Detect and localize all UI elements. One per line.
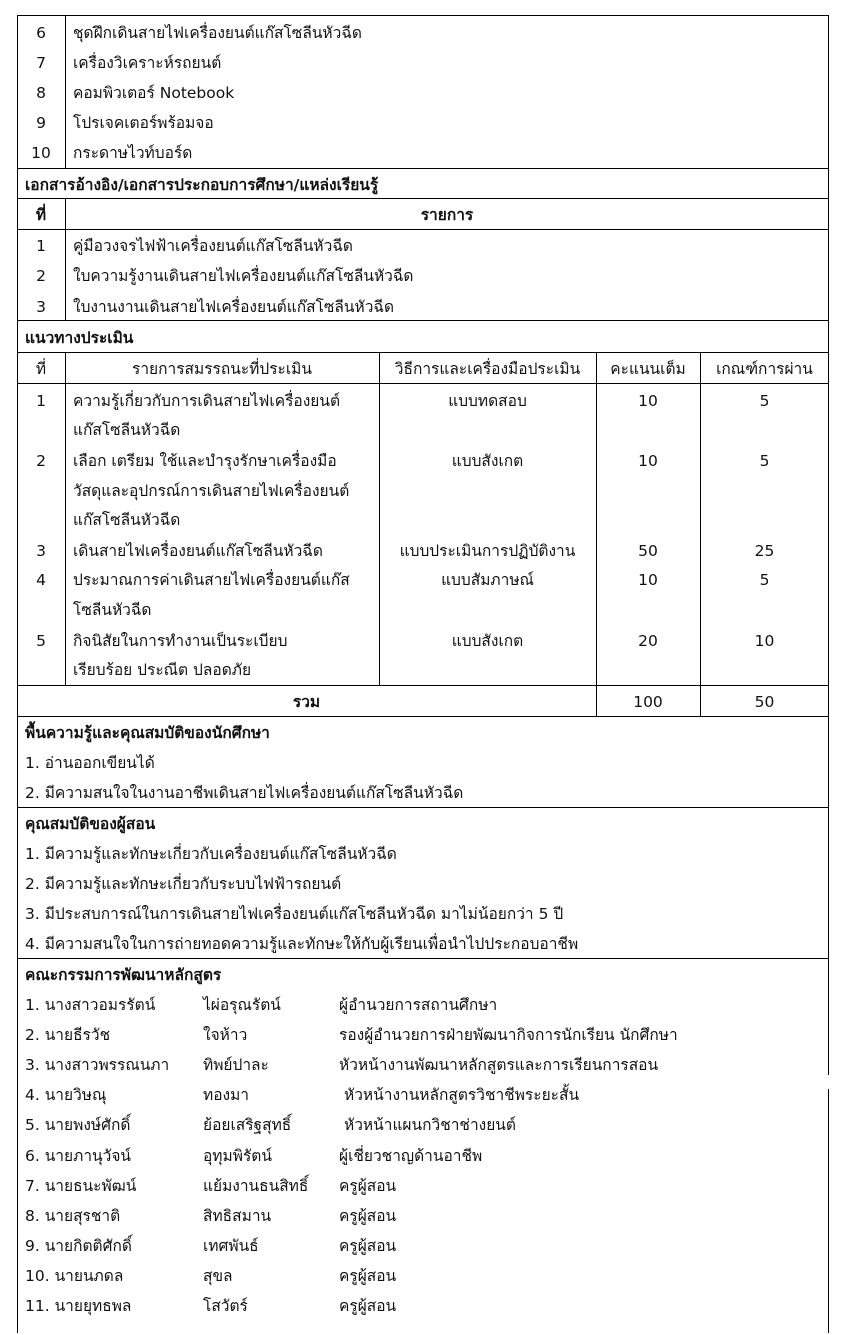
divider-committee-top bbox=[17, 958, 829, 959]
committee-member-role: ครูผู้สอน bbox=[339, 1237, 397, 1255]
assessment-row-full: 10 bbox=[638, 452, 658, 470]
committee-member-surname: ย้อยเสริฐสุทธิ์ bbox=[203, 1116, 292, 1134]
assessment-row-text: เลือก เตรียม ใช้และบำรุงรักษาเครื่องมือ bbox=[73, 452, 337, 470]
assessment-header: เกณฑ์การผ่าน bbox=[716, 360, 813, 378]
assessment-header: วิธีการและเครื่องมือประเมิน bbox=[394, 360, 581, 378]
committee-member-name: 11. นายยุทธพล bbox=[25, 1297, 132, 1315]
table-border-right-lower bbox=[828, 1089, 829, 1333]
teacher-item: 3. มีประสบการณ์ในการเดินสายไฟเครื่องยนต์แก๊สโซลีนหัวฉีด มาไม่น้อยกว่า 5 ปี bbox=[25, 905, 564, 923]
teacher-title: คุณสมบัติของผู้สอน bbox=[25, 815, 156, 833]
committee-member-name: 3. นางสาวพรรณนภา bbox=[25, 1056, 170, 1074]
assessment-header: รายการสมรรถนะที่ประเมิน bbox=[132, 360, 312, 378]
assessment-row-full: 20 bbox=[638, 632, 658, 650]
assessment-row-pass: 5 bbox=[759, 452, 770, 470]
committee-member-name: 2. นายธีรวัช bbox=[25, 1026, 111, 1044]
reference-name: ใบงานงานเดินสายไฟเครื่องยนต์แก๊สโซลีนหัวฉีด bbox=[73, 298, 395, 316]
assessment-total-pass: 50 bbox=[754, 693, 775, 711]
divider-references-header-top bbox=[17, 198, 829, 199]
assessment-col-divider-1 bbox=[65, 352, 66, 685]
committee-member-surname: ทองมา bbox=[203, 1086, 250, 1104]
assessment-row-method: แบบสังเกต bbox=[451, 452, 524, 470]
equipment-no: 8 bbox=[36, 84, 46, 102]
assessment-row-text: วัสดุและอุปกรณ์การเดินสายไฟเครื่องยนต์ bbox=[73, 482, 350, 500]
assessment-col-divider-3 bbox=[596, 352, 597, 716]
committee-member-name: 4. นายวิษณุ bbox=[25, 1086, 107, 1104]
assessment-title: แนวทางประเมิน bbox=[25, 329, 134, 347]
committee-member-role: ครูผู้สอน bbox=[339, 1207, 397, 1225]
reference-no: 2 bbox=[36, 267, 46, 285]
references-col-divider bbox=[65, 198, 66, 320]
assessment-row-text: ความรู้เกี่ยวกับการเดินสายไฟเครื่องยนต์ bbox=[73, 392, 341, 410]
committee-member-role: ครูผู้สอน bbox=[339, 1267, 397, 1285]
assessment-row-text: แก๊สโซลีนหัวฉีด bbox=[73, 421, 181, 439]
table-border-top bbox=[17, 15, 829, 16]
assessment-total-full: 100 bbox=[633, 693, 663, 711]
divider-student-top bbox=[17, 716, 829, 717]
student-item: 2. มีความสนใจในงานอาชีพเดินสายไฟเครื่องยนต์แก๊สโซลีนหัวฉีด bbox=[25, 784, 464, 802]
committee-member-name: 5. นายพงษ์ศักดิ์ bbox=[25, 1116, 131, 1134]
committee-member-surname: ไผ่อรุณรัตน์ bbox=[203, 996, 281, 1014]
assessment-row-text: กิจนิสัยในการทำงานเป็นระเบียบ bbox=[73, 632, 288, 650]
equipment-name: ชุดฝึกเดินสายไฟเครื่องยนต์แก๊สโซลีนหัวฉีด bbox=[73, 24, 362, 42]
assessment-row-method: แบบทดสอบ bbox=[448, 392, 527, 410]
divider-references-top bbox=[17, 168, 829, 169]
reference-name: คู่มือวงจรไฟฟ้าเครื่องยนต์แก๊สโซลีนหัวฉีด bbox=[73, 237, 353, 255]
assessment-row-no: 4 bbox=[36, 571, 46, 589]
equipment-no: 7 bbox=[36, 54, 46, 72]
assessment-row-no: 5 bbox=[36, 632, 46, 650]
divider-references-header-bottom bbox=[17, 229, 829, 230]
student-item: 1. อ่านออกเขียนได้ bbox=[25, 754, 155, 772]
assessment-row-method: แบบสังเกต bbox=[451, 632, 524, 650]
committee-member-role: ผู้อำนวยการสถานศึกษา bbox=[339, 996, 498, 1014]
teacher-item: 4. มีความสนใจในการถ่ายทอดความรู้และทักษะให้กับผู้เรียนเพื่อนำไปประกอบอาชีพ bbox=[25, 935, 579, 953]
divider-assessment-header-top bbox=[17, 352, 829, 353]
committee-title: คณะกรรมการพัฒนาหลักสูตร bbox=[25, 966, 222, 984]
references-col-no: ที่ bbox=[35, 206, 47, 224]
divider-teacher-top bbox=[17, 807, 829, 808]
assessment-row-text: แก๊สโซลีนหัวฉีด bbox=[73, 511, 181, 529]
committee-member-surname: อุทุมพิรัตน์ bbox=[203, 1147, 272, 1165]
committee-member-role: ครูผู้สอน bbox=[339, 1177, 397, 1195]
table-border-right bbox=[828, 15, 829, 1075]
assessment-row-full: 50 bbox=[638, 542, 658, 560]
document-page bbox=[17, 15, 829, 1333]
committee-member-name: 8. นายสุรชาติ bbox=[25, 1207, 121, 1225]
assessment-row-pass: 5 bbox=[759, 392, 770, 410]
assessment-col-divider-4 bbox=[700, 352, 701, 716]
student-title: พื้นความรู้และคุณสมบัติของนักศึกษา bbox=[25, 724, 270, 742]
committee-member-surname: สิทธิสมาน bbox=[203, 1207, 272, 1225]
assessment-row-text: เดินสายไฟเครื่องยนต์แก๊สโซลีนหัวฉีด bbox=[73, 542, 323, 560]
references-title: เอกสารอ้างอิง/เอกสารประกอบการศึกษา/แหล่งเรียนรู้ bbox=[25, 176, 379, 194]
equipment-name: กระดาษไวท์บอร์ด bbox=[73, 144, 193, 162]
teacher-item: 1. มีความรู้และทักษะเกี่ยวกับเครื่องยนต์แก๊สโซลีนหัวฉีด bbox=[25, 845, 397, 863]
assessment-row-full: 10 bbox=[638, 392, 658, 410]
reference-no: 3 bbox=[36, 298, 46, 316]
assessment-row-no: 2 bbox=[36, 452, 46, 470]
equipment-col-divider bbox=[65, 15, 66, 168]
committee-member-name: 1. นางสาวอมรรัตน์ bbox=[25, 996, 156, 1014]
assessment-row-method: แบบประเมินการปฏิบัติงาน bbox=[399, 542, 576, 560]
committee-member-role: ผู้เชี่ยวชาญด้านอาชีพ bbox=[339, 1147, 483, 1165]
committee-member-surname: ทิพย์ปาละ bbox=[203, 1056, 269, 1074]
equipment-no: 6 bbox=[36, 24, 46, 42]
committee-member-surname: เทศพันธ์ bbox=[203, 1237, 259, 1255]
assessment-row-no: 1 bbox=[36, 392, 46, 410]
equipment-name: โปรเจคเตอร์พร้อมจอ bbox=[73, 114, 214, 132]
committee-member-surname: โสวัตร์ bbox=[203, 1297, 248, 1315]
committee-member-role: ครูผู้สอน bbox=[339, 1297, 397, 1315]
references-col-item: รายการ bbox=[420, 206, 474, 224]
assessment-col-divider-2 bbox=[379, 352, 380, 685]
committee-member-name: 10. นายนภดล bbox=[25, 1267, 124, 1285]
assessment-row-text: โซลีนหัวฉีด bbox=[73, 601, 152, 619]
assessment-row-text: ประมาณการค่าเดินสายไฟเครื่องยนต์แก๊ส bbox=[73, 571, 350, 589]
assessment-header: คะแนนเต็ม bbox=[610, 360, 686, 378]
assessment-row-text: เรียบร้อย ประณีต ปลอดภัย bbox=[73, 661, 252, 679]
equipment-name: เครื่องวิเคราะห์รถยนต์ bbox=[73, 54, 222, 72]
assessment-row-no: 3 bbox=[36, 542, 46, 560]
equipment-no: 10 bbox=[31, 144, 51, 162]
committee-member-surname: แย้มงานธนสิทธิ์ bbox=[203, 1177, 309, 1195]
committee-member-surname: สุขล bbox=[203, 1267, 233, 1285]
assessment-row-method: แบบสัมภาษณ์ bbox=[441, 571, 534, 589]
committee-member-surname: ใจห้าว bbox=[203, 1026, 248, 1044]
reference-name: ใบความรู้งานเดินสายไฟเครื่องยนต์แก๊สโซลีนหัวฉีด bbox=[73, 267, 414, 285]
committee-member-name: 6. นายภานุวัจน์ bbox=[25, 1147, 131, 1165]
committee-member-role: หัวหน้าแผนกวิชาช่างยนต์ bbox=[344, 1116, 516, 1134]
committee-member-name: 9. นายกิตติศักดิ์ bbox=[25, 1237, 132, 1255]
assessment-row-pass: 5 bbox=[759, 571, 770, 589]
divider-assessment-header-bottom bbox=[17, 383, 829, 384]
assessment-header: ที่ bbox=[35, 360, 47, 378]
assessment-row-pass: 25 bbox=[754, 542, 775, 560]
equipment-no: 9 bbox=[36, 114, 46, 132]
committee-member-role: หัวหน้างานหลักสูตรวิชาชีพระยะสั้น bbox=[344, 1086, 580, 1104]
table-border-left bbox=[17, 15, 18, 1333]
reference-no: 1 bbox=[36, 237, 46, 255]
committee-member-role: หัวหน้างานพัฒนาหลักสูตรและการเรียนการสอน bbox=[339, 1056, 659, 1074]
committee-member-role: รองผู้อำนวยการฝ่ายพัฒนากิจการนักเรียน นักศึกษา bbox=[339, 1026, 678, 1044]
equipment-name: คอมพิวเตอร์ Notebook bbox=[73, 84, 235, 102]
assessment-row-full: 10 bbox=[638, 571, 658, 589]
assessment-total-label: รวม bbox=[292, 693, 321, 711]
divider-assessment-top bbox=[17, 320, 829, 321]
committee-member-name: 7. นายธนะพัฒน์ bbox=[25, 1177, 137, 1195]
assessment-row-pass: 10 bbox=[754, 632, 775, 650]
teacher-item: 2. มีความรู้และทักษะเกี่ยวกับระบบไฟฟ้ารถยนต์ bbox=[25, 875, 342, 893]
divider-assessment-total-top bbox=[17, 685, 829, 686]
